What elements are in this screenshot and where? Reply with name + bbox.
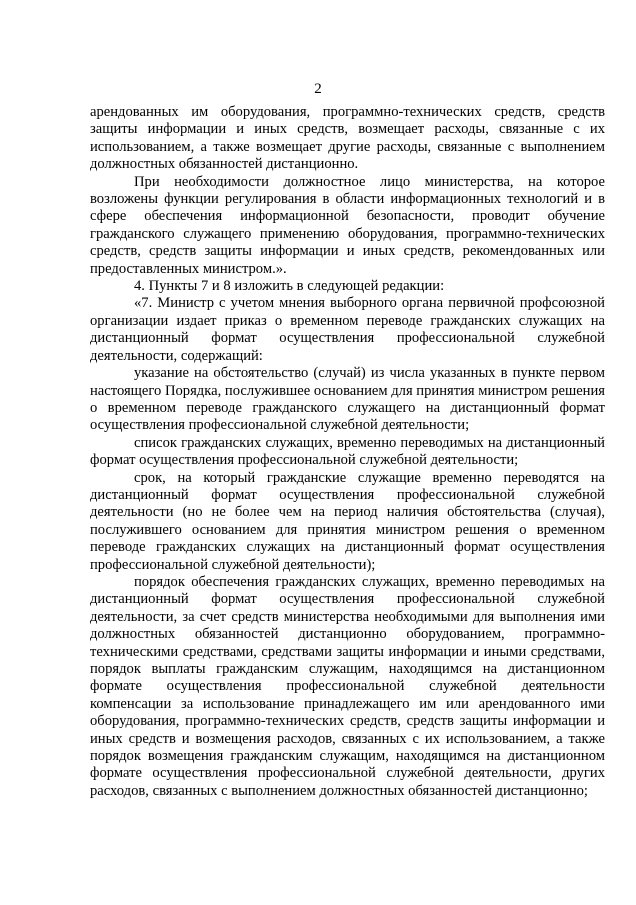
paragraph-continuation: арендованных им оборудования, программно-технических средств, средств защиты информации и иных средств, возмещает расходы, связанные с их использованием, а также возмещает другие расходы, связанные с выполнением должностных обязанностей дистанционно.: [90, 104, 605, 173]
paragraph-term: срок, на который гражданские служащие временно переводятся на дистанционный формат осуществления профессиональной служебной деятельности (но не более чем на период наличия обстоятельства (случая), послужившего основанием для принятия министром решения о временном переводе гражданских служащих на дистанционный формат осуществления профессиональной служебной деятельности);: [90, 469, 605, 573]
paragraph-item-4: 4. Пункты 7 и 8 изложить в следующей редакции:: [134, 278, 445, 295]
paragraph-employee-list: список гражданских служащих, временно переводимых на дистанционный формат осуществления профессиональной служебной деятельности;: [90, 434, 605, 469]
document-body: [90, 104, 605, 800]
paragraph-item-7: «7. Министр с учетом мнения выборного органа первичной профсоюзной организации издает приказ о временном переводе гражданских служащих на дистанционный формат осуществления профессиональной служебной деятельности, содержащий:: [90, 295, 605, 364]
paragraph-circumstance: указание на обстоятельство (случай) из числа указанных в пункте первом настоящего Порядка, послужившее основанием для принятия министром решения о временном переводе гражданского служащего на дистанционный формат осуществления профессиональной служебной деятельности;: [90, 365, 606, 434]
paragraph-provision-procedure: порядок обеспечения гражданских служащих, временно переводимых на дистанционный формат осуществления профессиональной служебной деятельности, за счет средств министерства необходимыми для выполнения ими должностных обязанностей дистанционно оборудованием, программно-техническими средствами, средствами защиты информации и иными средствами, порядок выплаты гражданским служащим, находящимся на дистанционном формате осуществления профессиональной служебной деятельности компенсации за использование принадлежащего им или арендованного ими оборудования, программно-технических средств, средств защиты информации и иных средств и возмещения расходов, связанных с их использованием, а также порядок возмещения гражданским служащим, находящимся на дистанционном формате осуществления профессиональной служебной деятельности, других расходов, связанных с выполнением должностных обязанностей дистанционно;: [90, 573, 605, 799]
paragraph-training: При необходимости должностное лицо министерства, на которое возложены функции регулирования в области информационных технологий и в сфере обеспечения информационной безопасности, проводит обучение гражданского служащего применению оборудования, программно-технических средств, средств защиты информации и иных средств, рекомендованных или предоставленных министром.».: [90, 173, 605, 277]
page-number: 2: [314, 81, 322, 97]
